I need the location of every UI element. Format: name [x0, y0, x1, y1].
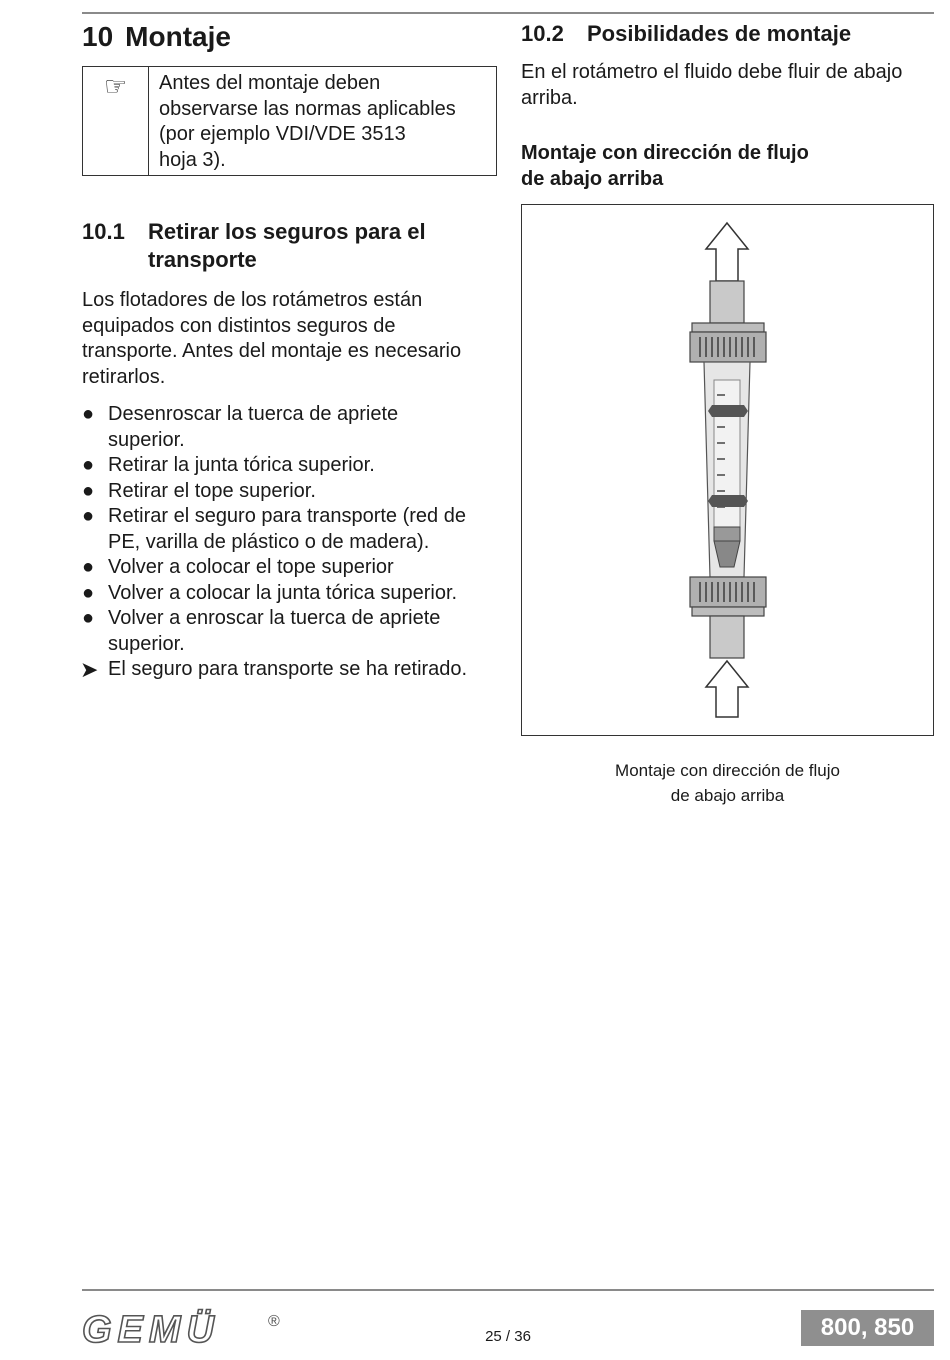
subsection-number: 10.2	[521, 21, 564, 46]
figure-caption	[521, 758, 934, 808]
flow-arrow-up-icon	[706, 223, 748, 281]
heading-line: de abajo arriba	[521, 167, 664, 190]
intro-line: En el rotámetro el fluido debe fluir de abajo	[521, 61, 903, 83]
product-badge: 800, 850	[801, 1310, 934, 1346]
list-item	[82, 479, 497, 505]
subsection-number: 10.1	[82, 219, 125, 244]
section-heading	[82, 18, 497, 56]
bullet-icon: ●	[82, 454, 95, 476]
step-line: superior.	[108, 428, 185, 451]
section-title: Montaje	[125, 21, 231, 52]
note-icon-cell	[83, 67, 149, 175]
list-item	[82, 453, 497, 479]
list-item	[82, 402, 497, 453]
subsection-title: Posibilidades de montaje	[587, 21, 852, 46]
flow-arrow-up-icon	[706, 661, 748, 717]
bullet-icon: ●	[82, 581, 95, 604]
step-line: Retirar el seguro para transporte (red de	[108, 505, 466, 527]
list-item	[82, 581, 497, 607]
subsection-heading-10-2	[521, 20, 934, 48]
step-line: Retirar la junta tórica superior.	[108, 454, 375, 476]
caption-line: Montaje con dirección de flujo	[615, 761, 840, 780]
step-line: superior.	[108, 632, 185, 655]
note-text	[149, 67, 466, 175]
note-line: (por ejemplo VDI/VDE 3513	[159, 123, 406, 145]
intro-paragraph	[521, 60, 934, 111]
bullet-icon: ●	[82, 403, 95, 425]
title-line: Retirar los seguros para el	[148, 219, 426, 244]
list-item	[82, 606, 497, 657]
gemu-logo	[82, 1306, 292, 1350]
step-line: Volver a enroscar la tuerca de apriete	[108, 607, 441, 629]
step-line: PE, varilla de plástico o de madera).	[108, 530, 430, 553]
heading-line: Montaje con dirección de flujo	[521, 142, 809, 164]
note-line: hoja 3).	[159, 148, 226, 171]
registered-mark: ®	[268, 1313, 280, 1330]
page-number: 25 / 36	[485, 1328, 531, 1345]
note-line: Antes del montaje deben	[159, 72, 381, 94]
arrow-right-icon: ➤	[80, 657, 99, 682]
intro-line: Los flotadores de los rotámetros están	[82, 289, 423, 311]
bullet-icon: ●	[82, 505, 95, 527]
list-item	[82, 555, 497, 581]
result-text: El seguro para transporte se ha retirado.	[108, 658, 468, 680]
intro-line: equipados con distintos seguros de	[82, 314, 396, 337]
bullet-icon: ●	[82, 479, 95, 502]
note-box	[82, 66, 497, 176]
intro-line: transporte. Antes del montaje es necesario	[82, 340, 462, 362]
intro-paragraph	[82, 288, 497, 390]
left-column	[82, 18, 497, 683]
bottom-rule	[82, 1289, 934, 1291]
logo-text: GEMÜ	[82, 1309, 220, 1350]
bullet-icon: ●	[82, 556, 95, 578]
figure-heading	[521, 141, 934, 192]
rotameter-illustration	[522, 205, 933, 735]
list-item	[82, 504, 497, 555]
subsection-heading-10-1	[82, 218, 497, 274]
intro-line: arriba.	[521, 86, 578, 109]
section-number: 10	[82, 21, 114, 52]
result-item	[82, 657, 497, 683]
top-rule	[82, 12, 934, 14]
intro-line: retirarlos.	[82, 365, 166, 388]
title-line: transporte	[148, 247, 257, 272]
step-line: Volver a colocar el tope superior	[108, 556, 394, 578]
subsection-title	[148, 218, 426, 274]
note-line: observarse las normas aplicables	[159, 97, 456, 120]
step-line: Volver a colocar la junta tórica superior.	[108, 581, 458, 604]
step-line: Desenroscar la tuerca de apriete	[108, 403, 399, 425]
rotameter-figure	[521, 204, 934, 736]
caption-line: de abajo arriba	[670, 786, 785, 805]
bullet-icon: ●	[82, 607, 95, 629]
right-column	[521, 18, 934, 808]
steps-list	[82, 402, 497, 683]
step-line: Retirar el tope superior.	[108, 479, 316, 502]
pointing-hand-icon: ☞	[103, 71, 128, 101]
